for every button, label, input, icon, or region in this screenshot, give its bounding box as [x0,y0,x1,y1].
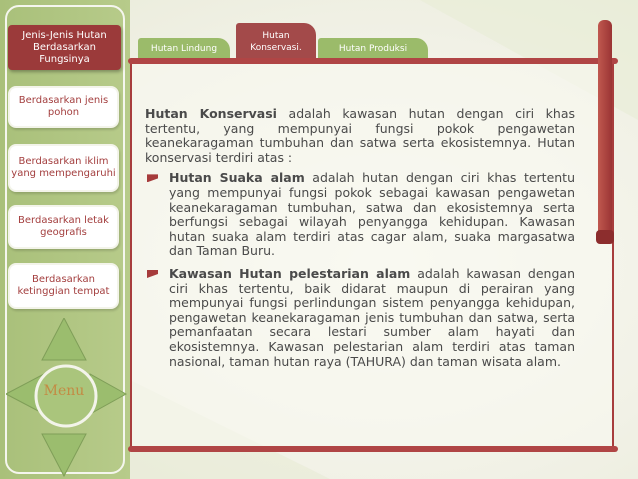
sidebar-item-jenis-pohon[interactable] [8,86,119,128]
vertical-scrollbar[interactable] [598,20,612,242]
tab-label: Hutan Produksi [338,44,408,54]
list-item-term: Kawasan Hutan pelestarian alam [169,265,411,281]
tab-label: Hutan Lindung [150,44,218,54]
list-item [145,171,575,259]
intro-term: Hutan Konservasi [145,106,277,121]
scroll-bar-top [128,58,618,64]
menu-button[interactable]: Menu [43,383,85,399]
list-item [145,267,575,369]
nav-up-arrow-icon[interactable] [42,318,86,360]
bullet-flag-icon [147,174,158,182]
sidebar-item-label: Berdasarkan jenis pohon [18,95,109,118]
bullet-flag-icon [147,270,158,278]
tab-hutan-konservasi[interactable] [236,23,316,60]
tab-hutan-lindung[interactable] [138,38,230,60]
nav-down-arrow-icon[interactable] [42,434,86,476]
content-text [145,107,575,377]
list-item-text: adalah kawasan dengan ciri khas tertentu, baik didarat maupun di perairan yang mempunyai fungsi perlindungan sistem penyangga kehidupan, pengawetan keanekaragaman jenis tumbuhan dan satwa, serta pemanfaatan secara lestari sumber alam hayati dan ekosistemnya. Kawasan pelestarian alam terdiri atas taman nasional, taman hutan raya (TAHURA) dan taman wisata alam. [169,265,575,369]
scroll-bar-bottom [128,446,618,452]
intro-text: adalah kawasan hutan dengan ciri khas tertentu, yang mempunyai fungsi pokok pengawetan keanekaragaman tumbuhan dan satwa serta ekosistemnya. Hutan konservasi terdiri atas : [145,106,575,165]
sidebar-item-iklim[interactable] [8,144,119,192]
list-item-term: Hutan Suaka alam [169,170,305,186]
sidebar-item-label: Berdasarkan letak geografis [18,215,109,238]
intro-paragraph [145,107,575,165]
tab-hutan-produksi[interactable] [318,38,428,60]
sidebar-item-label: Berdasarkan iklim yang mempengaruhi [11,156,116,179]
sidebar-item-letak-geografis[interactable] [8,205,119,249]
sidebar-title: Jenis-Jenis Hutan Berdasarkan Fungsinya [8,25,121,70]
scrollbar-handle[interactable] [596,230,614,244]
tab-label: Hutan Konservasi. [250,30,302,53]
sidebar-item-ketinggian[interactable] [8,263,119,309]
sidebar-item-label: Berdasarkan ketinggian tempat [17,274,110,297]
list-item-text: adalah hutan dengan ciri khas tertentu yang mempunyai fungsi pokok sebagai kawasan pengawetan keanekaragaman tumbuhan, satwa dan ekosistemnya serta berfungsi sebagai wilayah penyangga kehidupan. Kawasan hutan suaka alam terdiri atas cagar alam, suaka margasatwa dan Taman Buru. [169,170,576,259]
bullet-list [145,171,575,369]
